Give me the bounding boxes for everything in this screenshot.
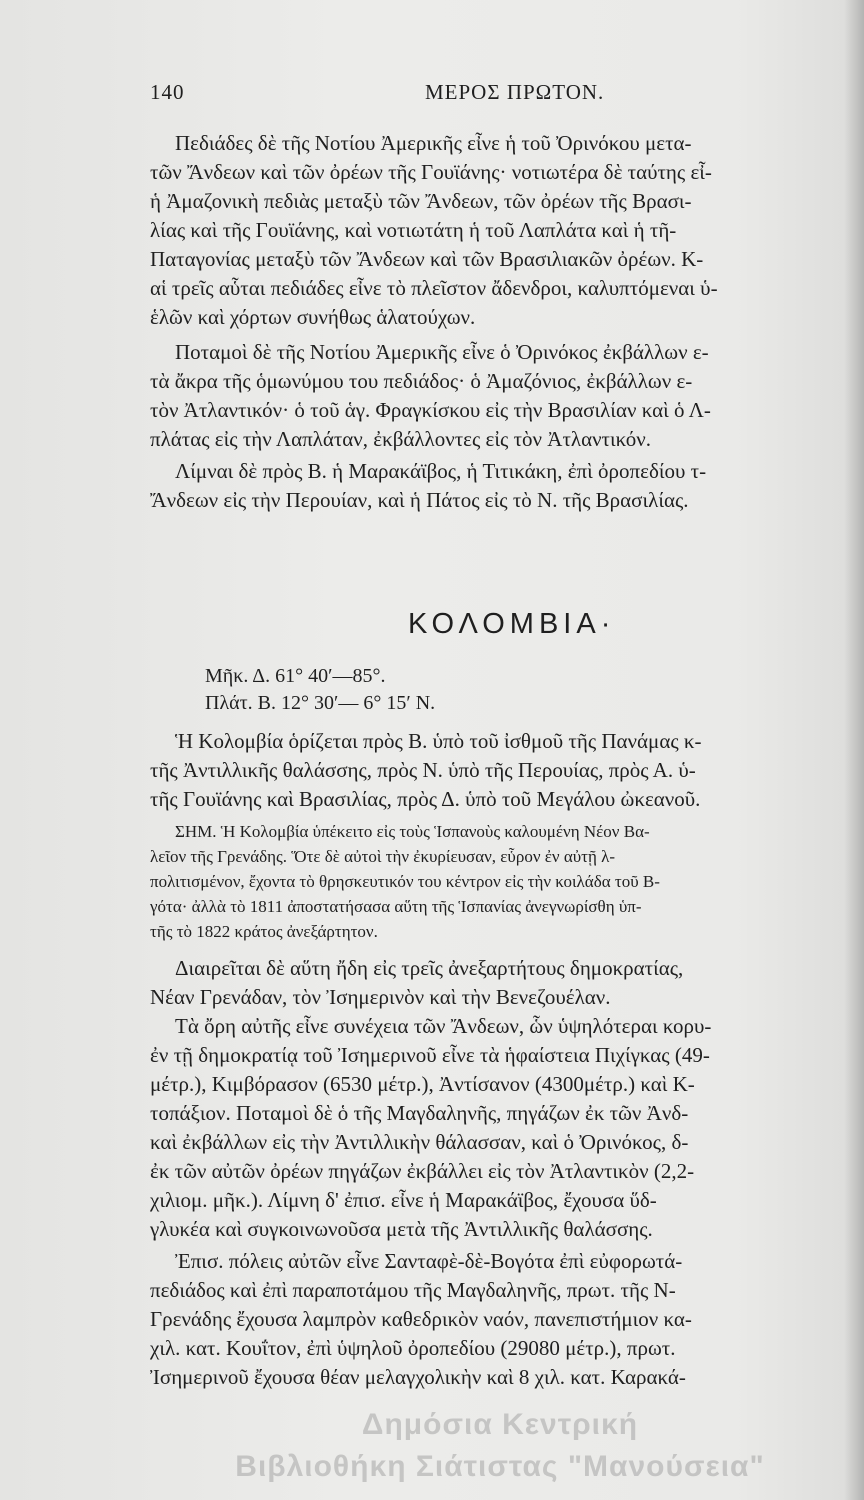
text-line: Διαιρεῖται δὲ αὕτη ἤδη εἰς τρεῖς ἀνεξαρτήτους δημοκρατίας,: [175, 956, 684, 980]
text-line: ἐκ τῶν αὐτῶν ὀρέων πηγάζων ἐκβάλλει εἰς τὸν Ἀτλαντικὸν (2,2-: [150, 1159, 695, 1183]
text-line: τῆς Ἀντιλλικῆς θαλάσσης, πρὸς Ν. ὑπὸ τῆς Περουίας, πρὸς Α. ὑ-: [150, 758, 696, 782]
text-line: Λίμναι δὲ πρὸς Β. ἡ Μαρακάϊβος, ἡ Τιτικάκη, ἐπὶ ὀροπεδίου τ-: [175, 459, 707, 483]
text-line: τῆς Γουϊάνης καὶ Βρασιλίας, πρὸς Δ. ὑπὸ τοῦ Μεγάλου ὠκεανοῦ.: [150, 787, 701, 811]
text-line: Τὰ ὄρη αὐτῆς εἶνε συνέχεια τῶν Ἄνδεων, ὧν ὑψηλότεραι κορυ-: [175, 1014, 712, 1038]
section-heading: ΚΟΛΟΜΒΙΑ·: [408, 608, 616, 640]
page-spine-shadow: [844, 0, 864, 1500]
text-line: καὶ ἐκβάλλων εἰς τὴν Ἀντιλλικὴν θάλασσαν, καὶ ὁ Ὀρινόκος, δ-: [150, 1130, 689, 1154]
library-watermark-line-2: Βιβλιοθήκη Σιάτιστας "Μανούσεια": [235, 1450, 765, 1483]
text-line: Γρενάδης ἔχουσα λαμπρὸν καθεδρικὸν ναόν, πανεπιστήμιον κα-: [150, 1307, 692, 1331]
text-line: Ἡ Κολομβία ὁρίζεται πρὸς Β. ὑπὸ τοῦ ἰσθμοῦ τῆς Πανάμας κ-: [175, 729, 702, 753]
text-line: ἐν τῇ δημοκρατίᾳ τοῦ Ἰσημερινοῦ εἶνε τὰ ἡφαίστεια Πιχίγκας (49-: [150, 1043, 710, 1067]
longitude-line: Μῆκ. Δ. 61° 40′—85°.: [205, 665, 386, 687]
text-line: ἑλῶν καὶ χόρτων συνήθως ἁλατούχων.: [150, 305, 476, 329]
text-line: αἱ τρεῖς αὗται πεδιάδες εἶνε τὸ πλεῖστον ἄδενδροι, καλυπτόμεναι ὑ-: [150, 276, 718, 300]
text-line: Ποταμοὶ δὲ τῆς Νοτίου Ἀμερικῆς εἶνε ὁ Ὀρινόκος ἐκβάλλων ε-: [175, 340, 709, 364]
text-line: μέτρ.), Κιμβόρασον (6530 μέτρ.), Ἀντίσανον (4300μέτρ.) καὶ Κ-: [150, 1072, 695, 1096]
note-line: τῆς τὸ 1822 κράτος ἀνεξάρτητον.: [150, 922, 378, 941]
text-line: Παταγονίας μεταξὺ τῶν Ἄνδεων καὶ τῶν Βρασιλιακῶν ὀρέων. Κ-: [150, 247, 704, 271]
text-line: Ἄνδεων εἰς τὴν Περουίαν, καὶ ἡ Πάτος εἰς τὸ Ν. τῆς Βρασιλίας.: [150, 488, 689, 512]
text-line: τὰ ἄκρα τῆς ὁμωνύμου του πεδιάδος· ὁ Ἀμαζόνιος, ἐκβάλλων ε-: [150, 369, 693, 393]
text-line: τὸν Ἀτλαντικόν· ὁ τοῦ ἁγ. Φραγκίσκου εἰς τὴν Βρασιλίαν καὶ ὁ Λ-: [150, 398, 711, 422]
text-line: λίας καὶ τῆς Γουϊάνης, καὶ νοτιωτάτη ἡ τοῦ Λαπλάτα καὶ ἡ τῆ-: [150, 218, 677, 242]
page-number: 140: [150, 80, 185, 104]
latitude-line: Πλάτ. Β. 12° 30′— 6° 15′ Ν.: [205, 692, 436, 714]
page-header: [150, 80, 810, 110]
text-line: πλάτας εἰς τὴν Λαπλάταν, ἐκβάλλοντες εἰς τὸν Ἀτλαντικόν.: [150, 427, 652, 451]
running-title: ΜΕΡΟΣ ΠΡΩΤΟΝ.: [425, 80, 605, 104]
text-line: τῶν Ἄνδεων καὶ τῶν ὀρέων τῆς Γουϊάνης· νοτιωτέρα δὲ ταύτης εἶ-: [150, 160, 712, 184]
text-line: χιλιομ. μῆκ.). Λίμνη δ' ἐπισ. εἶνε ἡ Μαρακάϊβος, ἔχουσα ὕδ-: [150, 1188, 657, 1212]
text-line: χιλ. κατ. Κουΐτον, ἐπὶ ὑψηλοῦ ὀροπεδίου (29080 μέτρ.), πρωτ.: [150, 1336, 676, 1360]
text-line: πεδιάδος καὶ ἐπὶ παραποτάμου τῆς Μαγδαληνῆς, πρωτ. τῆς Ν-: [150, 1278, 676, 1302]
note-line: ΣΗΜ. Ἡ Κολομβία ὑπέκειτο εἰς τοὺς Ἱσπανοὺς καλουμένη Νέον Βα-: [175, 822, 650, 841]
text-line: Πεδιάδες δὲ τῆς Νοτίου Ἀμερικῆς εἶνε ἡ τοῦ Ὀρινόκου μετα-: [175, 131, 692, 155]
text-line: Ἰσημερινοῦ ἔχουσα θέαν μελαγχολικὴν καὶ 8 χιλ. κατ. Καρακά-: [150, 1365, 686, 1389]
library-watermark-line-1: Δημόσια Κεντρική: [361, 1408, 639, 1441]
text-line: γλυκέα καὶ συγκοινωνοῦσα μετὰ τῆς Ἀντιλλικῆς θαλάσσης.: [150, 1217, 653, 1241]
note-line: πολιτισμένον, ἔχοντα τὸ θρησκευτικόν του κέντρον εἰς τὴν κοιλάδα τοῦ Β-: [150, 872, 660, 891]
text-line: Νέαν Γρενάδαν, τὸν Ἰσημερινὸν καὶ τὴν Βενεζουέλαν.: [150, 985, 611, 1009]
text-line: Ἐπισ. πόλεις αὐτῶν εἶνε Σανταφὲ-δὲ-Βογότα ἐπὶ εὐφορωτά-: [175, 1249, 683, 1273]
text-line: ἡ Ἀμαζονικὴ πεδιὰς μεταξὺ τῶν Ἄνδεων, τῶν ὀρέων τῆς Βρασι-: [150, 189, 692, 213]
note-line: λεῖον τῆς Γρενάδης. Ὅτε δὲ αὐτοὶ τὴν ἐκυρίευσαν, εὗρον ἐν αὐτῇ λ-: [150, 847, 616, 866]
text-line: τοπάξιον. Ποταμοὶ δὲ ὁ τῆς Μαγδαληνῆς, πηγάζων ἐκ τῶν Ἀνδ-: [150, 1101, 689, 1125]
note-line: γότα· ἀλλὰ τὸ 1811 ἀποστατήσασα αὕτη τῆς Ἱσπανίας ἀνεγνωρίσθη ὑπ-: [150, 897, 642, 916]
